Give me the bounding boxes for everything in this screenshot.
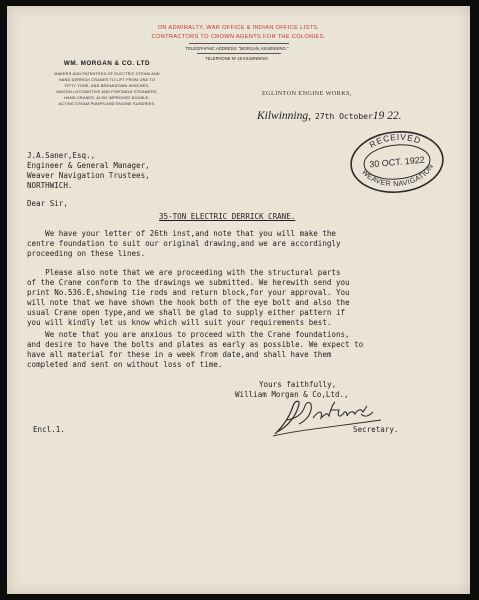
paragraph-3 <box>27 330 363 370</box>
stamp-bottom-text: WEAVER NAVIGATION <box>360 162 436 189</box>
description-line: HAND DERRICK CRANES TO LIFT FROM ONE TO <box>58 78 156 83</box>
body-line: centre foundation to suit our original drawing,and we are accordingly <box>27 239 341 249</box>
letterhead-rule <box>197 53 281 54</box>
enclosure-note: Encl.1. <box>33 425 65 434</box>
body-line: have all material for these in a week from date,and shall have them <box>27 350 332 360</box>
date-year: 19 22. <box>372 110 402 122</box>
date-place: Kilwinning, <box>257 110 311 122</box>
body-line: completed and sent on without loss of time. <box>27 360 223 370</box>
date-typed: 27th October <box>315 112 373 121</box>
body-line: We have your letter of 26th inst,and note that you will make the <box>27 229 336 238</box>
works-address: EGLINTON ENGINE WORKS, <box>262 90 352 97</box>
description-line: MAKERS AND PATENTEES OF ELECTRIC STEAM AND <box>54 72 160 76</box>
paragraph-2 <box>27 268 350 329</box>
body-line: print No.536.E,showing tie rods and return block,for your approval. You <box>27 288 350 298</box>
valediction: Yours faithfully, <box>259 380 337 389</box>
body-line: Please also note that we are proceeding with the structural parts <box>27 268 341 277</box>
body-line: you will kindly let us know which will suit your requirements best. <box>27 318 332 328</box>
stamp-date: 30 OCT. 1922 <box>368 154 426 170</box>
body-line: proceeding on these lines. <box>27 249 146 259</box>
subject-heading: 35-TON ELECTRIC DERRICK CRANE. <box>159 212 296 221</box>
closing-company: William Morgan & Co,Ltd., <box>235 390 349 399</box>
body-line: and desire to have the bolts and plates as early as possible. We expect to <box>27 340 364 350</box>
description-line: ACTING STEAM PUMPS AND ENGINE SUNDRIES. <box>58 102 156 107</box>
company-name: WM. MORGAN & CO. LTD <box>63 60 151 67</box>
recipient-line: Engineer & General Manager, <box>27 161 150 171</box>
recipient-line: J.A.Saner,Esq., <box>27 151 96 160</box>
letterhead-telegraphic: TELEGRAPHIC ADDRESS: "MORGAN, KILWINNING." <box>185 46 289 51</box>
letter-sheet <box>7 6 470 594</box>
description-line: FIFTY TONS, AND BREAKDOWN WINCHES, <box>64 84 150 89</box>
description-line: HAND CRANES, ALSO IMPROVED DOUBLE- <box>64 96 150 101</box>
body-line: We note that you are anxious to proceed with the Crane foundations, <box>27 330 350 339</box>
body-line: will note that we have shown the hook both of the eye bolt and also the <box>27 298 350 308</box>
letterhead-admiralty-line: ON ADMIRALTY, WAR OFFICE & INDIAN OFFICE LISTS. <box>157 25 320 31</box>
date-line <box>257 106 402 124</box>
recipient-line: Weaver Navigation Trustees, <box>27 171 150 181</box>
description-line: WAGON LOCOMOTIVE AND PORTABLE STEAMERS, <box>56 90 158 95</box>
recipient-address <box>27 151 150 191</box>
body-line: usual Crane open type,and we shall be glad to supply either pattern if <box>27 308 346 318</box>
received-stamp <box>346 126 447 198</box>
salutation: Dear Sir, <box>27 199 68 208</box>
letterhead-rule <box>189 43 289 44</box>
body-line: of the Crane conform to the drawings we submitted. We herewith send you <box>27 278 350 288</box>
stamp-top-text: RECEIVED <box>367 131 423 150</box>
paragraph-1 <box>27 229 341 259</box>
letterhead-telephone: TELEPHONE Nº 18 KILWINNING. <box>205 56 269 61</box>
letterhead-contractors-line: CONTRACTORS TO CROWN AGENTS FOR THE COLONIES. <box>151 34 326 40</box>
signatory-title: Secretary. <box>353 425 399 434</box>
recipient-line: NORTHWICH. <box>27 181 73 191</box>
company-description <box>47 71 167 108</box>
